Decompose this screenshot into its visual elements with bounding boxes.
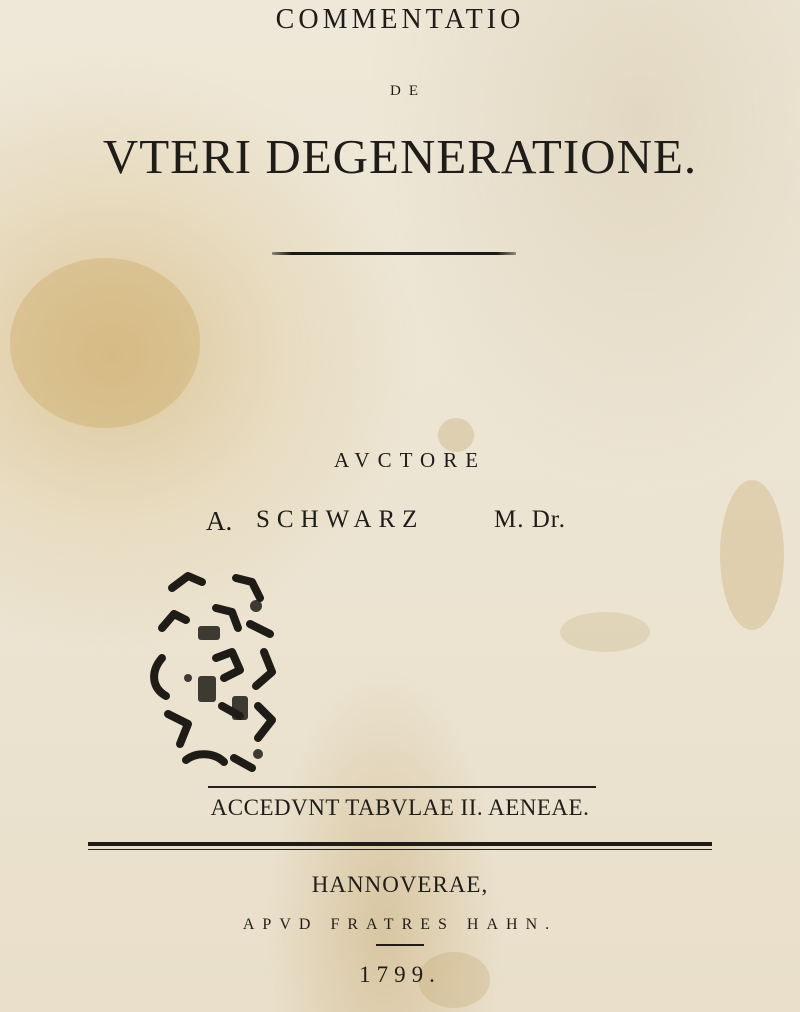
- year-rule: [376, 944, 424, 946]
- stamp-mark: [186, 754, 224, 762]
- de-heading: DE: [390, 83, 426, 99]
- auctore-label: AVCTORE: [333, 448, 487, 472]
- stamp-block: [198, 626, 220, 640]
- imprint-publisher: APVD FRATRES HAHN.: [242, 916, 558, 933]
- stamp-dot: [184, 674, 192, 682]
- stamp-mark: [216, 652, 240, 678]
- author-line: [0, 506, 800, 546]
- imprint-city: HANNOVERAE,: [311, 872, 489, 897]
- paper-stain: [560, 612, 650, 652]
- stamp-block: [232, 696, 248, 720]
- paper-stain: [10, 258, 200, 428]
- paper-stain: [438, 418, 474, 452]
- stamp-mark: [172, 576, 202, 588]
- stamp-mark: [256, 652, 272, 686]
- plates-rule: [208, 786, 596, 788]
- stamp-block: [198, 676, 216, 702]
- title-rule: [272, 252, 516, 255]
- stamp-dot: [253, 749, 263, 759]
- stamp-mark: [168, 714, 188, 744]
- commentatio-heading: COMMENTATIO: [275, 4, 525, 35]
- stamp-mark: [216, 608, 238, 628]
- publication-year: 1799.: [359, 962, 441, 987]
- imprint-rule-thick: [88, 842, 712, 846]
- stamp-mark: [154, 658, 166, 696]
- plates-note: ACCEDVNT TABVLAE II. AENEAE.: [210, 795, 590, 820]
- stamp-mark: [234, 758, 252, 768]
- main-title: VTERI DEGENERATIONE.: [102, 129, 698, 184]
- paper-stain: [720, 480, 784, 630]
- author-degree: M. Dr.: [494, 506, 566, 533]
- library-stamp: [140, 560, 290, 790]
- author-initial: A.: [206, 506, 233, 536]
- stamp-mark: [236, 578, 260, 598]
- stamp-dot: [250, 600, 262, 612]
- stamp-mark: [162, 614, 186, 628]
- author-surname: SCHWARZ: [256, 506, 425, 533]
- imprint-rule-thin: [88, 849, 712, 850]
- stamp-mark: [250, 624, 270, 634]
- stamp-mark: [258, 706, 272, 738]
